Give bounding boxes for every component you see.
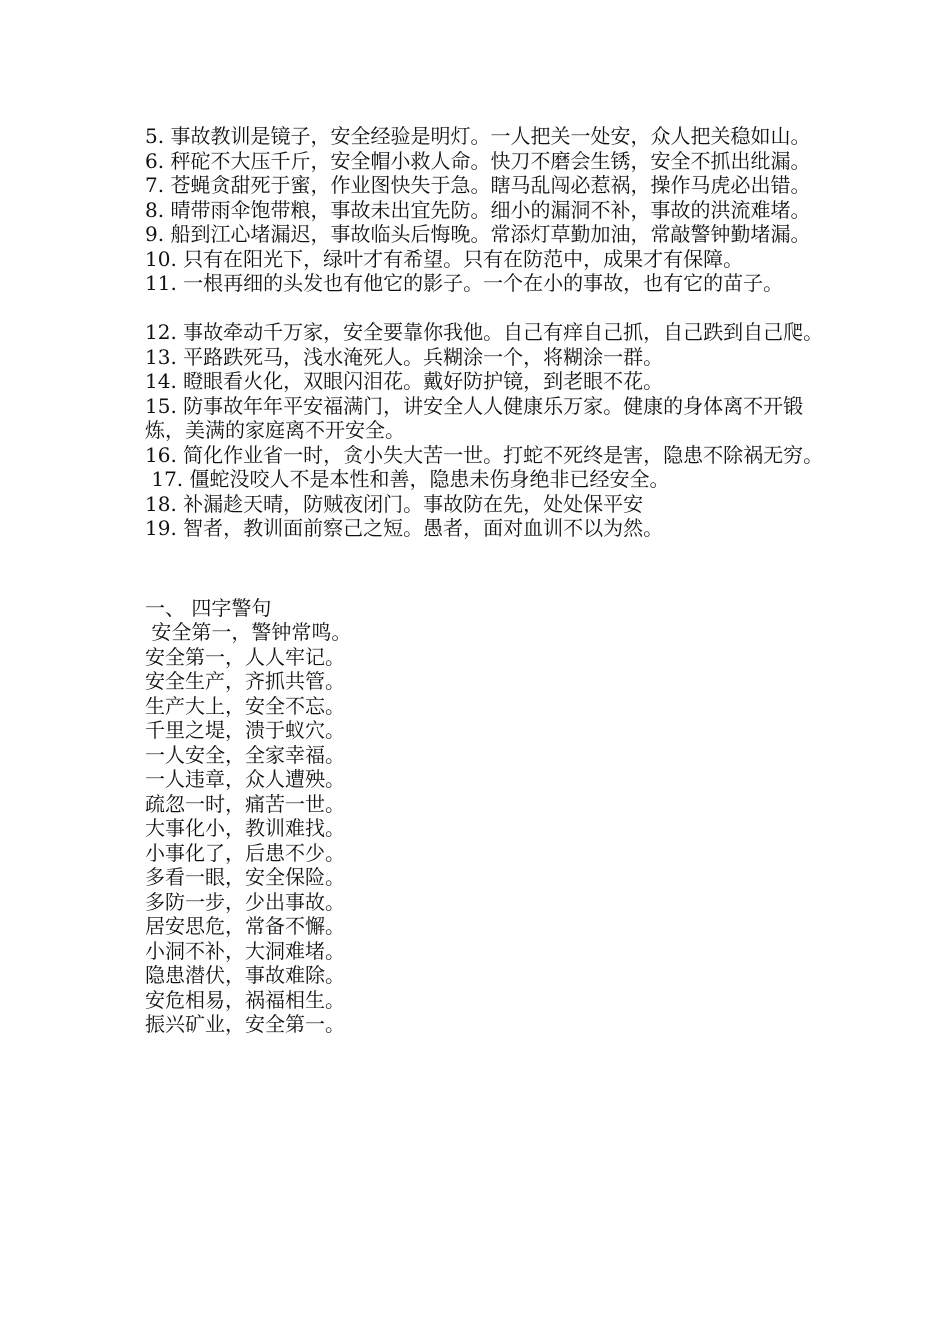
slogan-item: 8. 晴带雨伞饱带粮，事故未出宜先防。细小的漏洞不补，事故的洪流难堵。	[145, 197, 811, 222]
four-char-item: 安全生产，齐抓共管。	[145, 669, 345, 693]
blank-line	[145, 296, 835, 321]
slogan-list-1	[145, 124, 835, 296]
slogan-list-2	[145, 320, 835, 541]
slogan-item: 5. 事故教训是镜子，安全经验是明灯。一人把关一处安，众人把关稳如山。	[145, 124, 811, 148]
section-heading: 一、 四字警句	[145, 595, 272, 620]
document-page	[145, 124, 835, 1037]
four-char-item: 居安思危，常备不懈。	[145, 914, 345, 938]
slogan-item: 13. 平路跌死马，浅水淹死人。兵糊涂一个，将糊涂一群。	[145, 344, 664, 369]
four-char-item: 大事化小，教训难找。	[145, 816, 345, 840]
four-char-item: 安全第一，警钟常鸣。	[145, 620, 352, 644]
four-char-item: 疏忽一时，痛苦一世。	[145, 791, 345, 816]
four-char-item: 一人安全，全家幸福。	[145, 742, 345, 767]
slogan-item: 18. 补漏趁天晴，防贼夜闭门。事故防在先，处处保平安	[145, 491, 644, 516]
four-char-item: 千里之堤，溃于蚁穴。	[145, 718, 345, 742]
four-char-item: 振兴矿业，安全第一。	[145, 1012, 345, 1036]
four-char-item: 小洞不补，大洞难堵。	[145, 938, 345, 963]
four-char-item: 多防一步，少出事故。	[145, 889, 345, 914]
four-char-item: 一人违章，众人遭殃。	[145, 767, 345, 791]
slogan-item: 11. 一根再细的头发也有他它的影子。一个在小的事故，也有它的苗子。	[145, 271, 784, 295]
slogan-item: 10. 只有在阳光下，绿叶才有希望。只有在防范中，成果才有保障。	[145, 246, 744, 271]
slogan-item: 14. 瞪眼看火化，双眼闪泪花。戴好防护镜，到老眼不花。	[145, 369, 664, 393]
four-char-list	[145, 620, 835, 1037]
slogan-item: 15. 防事故年年平安福满门，讲安全人人健康乐万家。健康的身体离不开锻炼，美满的家庭离不开安全。	[145, 393, 804, 442]
slogan-item: 17. 僵蛇没咬人不是本性和善，隐患未伤身绝非已经安全。	[145, 467, 670, 491]
slogan-item: 19. 智者，教训面前察己之短。愚者，面对血训不以为然。	[145, 516, 664, 540]
slogan-item: 7. 苍蝇贪甜死于蜜，作业图快失于急。瞎马乱闯必惹祸，操作马虎必出错。	[145, 173, 811, 197]
four-char-item: 多看一眼，安全保险。	[145, 865, 345, 889]
four-char-item: 生产大上，安全不忘。	[145, 693, 345, 718]
four-char-item: 小事化了，后患不少。	[145, 840, 345, 865]
blank-lines	[145, 541, 835, 596]
slogan-item: 6. 秤砣不大压千斤，安全帽小救人命。快刀不磨会生锈，安全不抓出纰漏。	[145, 148, 811, 173]
four-char-item: 安危相易，祸福相生。	[145, 987, 345, 1012]
slogan-item: 16. 简化作业省一时，贪小失大苦一世。打蛇不死终是害，隐患不除祸无穷。	[145, 442, 824, 467]
slogan-item: 12. 事故牵动千万家，安全要靠你我他。自己有痒自己抓，自己跌到自己爬。	[145, 320, 824, 344]
slogan-item: 9. 船到江心堵漏迟，事故临头后悔晚。常添灯草勤加油，常敲警钟勤堵漏。	[145, 222, 811, 246]
four-char-item: 安全第一，人人牢记。	[145, 644, 345, 669]
four-char-item: 隐患潜伏，事故难除。	[145, 963, 345, 987]
